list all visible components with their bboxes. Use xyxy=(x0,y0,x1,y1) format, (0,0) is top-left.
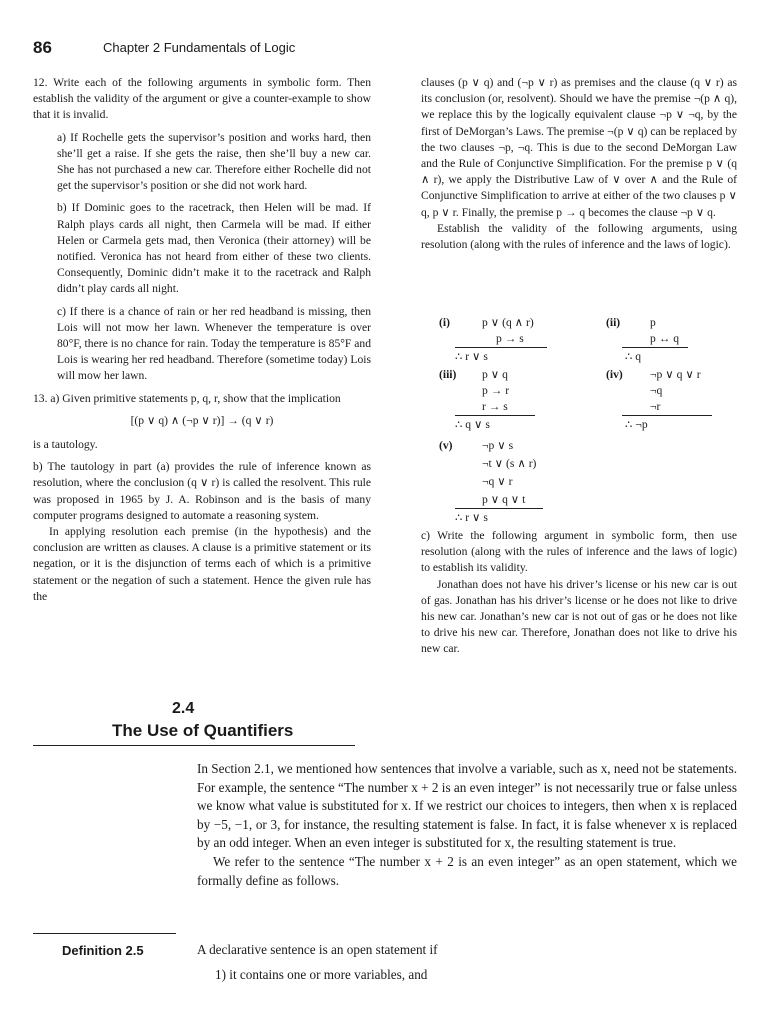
arg-iv-rule xyxy=(622,415,712,416)
exercise-12c: c) If there is a chance of rain or her red headband is missing, then Lois will not mow her lawn. Whenever the temperature is over 80°F, there is no chance for rain. Today the temperature is 85°F and Lois is wearing her red headband. Therefore (sometime today) Lois will mow her lawn. xyxy=(57,304,371,383)
arg-v-line-1: ¬p ∨ s xyxy=(482,439,514,452)
arg-iv-conclusion: ∴ ¬p xyxy=(625,418,648,431)
section-rule xyxy=(33,745,355,746)
arg-iii-line-2: p → r xyxy=(482,384,510,397)
resolution-paragraph: In applying resolution each premise (in the hypothesis) and the conclusion are written as clauses. A clause is a primitive statement or its negation, or it is the disjunction of terms each of which is a primitive statement or the negation of such a statement. Hence the given rule has the xyxy=(33,525,371,603)
arg-v-conclusion: ∴ r ∨ s xyxy=(455,511,488,524)
definition-label: Definition 2.5 xyxy=(62,943,144,958)
right-column-lower xyxy=(421,528,737,658)
arg-i-line-1: p ∨ (q ∧ r) xyxy=(482,316,534,329)
arg-iii-line-1: p ∨ q xyxy=(482,368,508,381)
definition-text: A declarative sentence is an open statement if xyxy=(197,942,438,957)
arg-iv-line-1: ¬p ∨ q ∨ r xyxy=(650,368,701,381)
arg-v-rule xyxy=(455,508,543,509)
arg-ii-rule xyxy=(622,347,688,348)
arg-v-line-4: p ∨ q ∨ t xyxy=(482,493,526,506)
tautology-note: is a tautology. xyxy=(33,438,98,452)
arg-v-line-3: ¬q ∨ r xyxy=(482,475,513,488)
arg-ii-conclusion: ∴ q xyxy=(625,350,642,363)
arg-ii-label: (ii) xyxy=(606,316,621,329)
section-body xyxy=(197,760,737,890)
exercise-12-intro: 12. Write each of the following arguments in symbolic form. Then establish the validity of the argument or give a counter-example to show that it is invalid. xyxy=(33,76,371,122)
clauses-paragraph: clauses (p ∨ q) and (¬p ∨ r) as premises and the clause (q ∨ r) as its conclusion (or, resolvent). Should we have the premise ¬(p ∧ q), we replace this by the logically equivalent clause ¬p ∨ ¬q, by the first of DeMorgan’s Laws. The premise ¬(p ∨ q) can be replaced by the two clauses ¬p, ¬q. This is due to the second DeMorgan Law and the Rule of Conjunctive Simplification. For the premise p ∨ (q ∧ r), we apply the Distributive Law of ∨ over ∧ and the Rule of Conjunctive Simplification to arrive at either of the two clauses p ∨ q, p ∨ r. Finally, the premise p → q becomes the clause ¬p ∨ q. xyxy=(421,76,737,219)
exercise-13c: c) Write the following argument in symbolic form, then use resolution (along with the rules of inference and the laws of logic) to establish its validity. xyxy=(421,529,737,575)
tautology-formula: [(p ∨ q) ∧ (¬p ∨ r)] → (q ∨ r) xyxy=(130,413,274,427)
jonathan-argument: Jonathan does not have his driver’s license or his new car is out of gas. Jonathan has his driver’s license or he does not like to drive his new car. Jonathan’s new car is not out of gas or he does not like to drive his new car. Therefore, Jonathan does not like to drive his new car. xyxy=(421,577,737,656)
section-paragraph-1: In Section 2.1, we mentioned how sentences that involve a variable, such as x, need not be statements. For example, the sentence “The number x + 2 is an even integer” is not necessarily true or false unless we know what value is substituted for x. If we restrict our choices to integers, then when x is replaced by −5, −1, or 3, for instance, the resulting statement is false. In fact, it is false whenever x is replaced by an odd integer. When an even integer is substituted for x, the resulting statement is true. xyxy=(197,761,737,851)
chapter-title: Chapter 2 Fundamentals of Logic xyxy=(103,40,296,55)
section-title: The Use of Quantifiers xyxy=(112,721,294,740)
arg-v-line-2: ¬t ∨ (s ∧ r) xyxy=(482,457,537,470)
left-column xyxy=(33,75,371,605)
arg-iii-rule xyxy=(455,415,535,416)
arg-i-label: (i) xyxy=(439,316,450,329)
establish-paragraph: Establish the validity of the following arguments, using resolution (along with the rules of inference and the laws of logic). xyxy=(421,221,737,252)
definition-rule xyxy=(33,933,176,934)
exercise-12b: b) If Dominic goes to the racetrack, then Helen will be mad. If Ralph plays cards all night, then Carmela will be mad. If either Helen or Carmela gets mad, then Veronica (their attorney) will be notified. Veronica has not heard from either of these two clients. Consequently, Dominic didn’t make it to the racetrack and Ralph didn’t play cards all night. xyxy=(57,201,371,296)
exercise-13a: 13. a) Given primitive statements p, q, r, show that the implication xyxy=(33,391,341,405)
arg-iii-line-3: r → s xyxy=(482,400,508,413)
exercise-12a: a) If Rochelle gets the supervisor’s position and works hard, then she’ll get a raise. If she gets the raise, then she’ll buy a new car. She has not purchased a new car. Therefore either Rochelle did not get the supervisor’s position or she did not work hard. xyxy=(57,130,371,193)
arg-i-conclusion: ∴ r ∨ s xyxy=(455,350,488,363)
arg-v-label: (v) xyxy=(439,439,453,452)
arg-i-line-2: p → s xyxy=(496,332,524,345)
arg-iii-conclusion: ∴ q ∨ s xyxy=(455,418,490,431)
arg-iv-line-3: ¬r xyxy=(650,400,661,413)
arg-i-rule xyxy=(455,347,547,348)
section-paragraph-2: We refer to the sentence “The number x + 2 is an even integer” as an open statement, which we formally define as follows. xyxy=(197,853,737,888)
arg-iv-label: (iv) xyxy=(606,368,623,381)
right-column xyxy=(421,75,737,253)
page-number: 86 xyxy=(33,38,52,57)
exercise-13b: b) The tautology in part (a) provides the rule of inference known as resolution, where the conclusion (q ∨ r) is called the resolvent. This rule was proposed in 1965 by J. A. Robinson and is the basis of many computer programs designed to automate a reasoning system. xyxy=(33,460,371,522)
section-number: 2.4 xyxy=(172,700,195,717)
arg-iv-line-2: ¬q xyxy=(650,384,663,397)
arg-iii-label: (iii) xyxy=(439,368,457,381)
arg-ii-line-1: p xyxy=(650,316,656,329)
arg-ii-line-2: p ↔ q xyxy=(650,332,679,345)
definition-item-1: 1) it contains one or more variables, and xyxy=(215,967,428,982)
